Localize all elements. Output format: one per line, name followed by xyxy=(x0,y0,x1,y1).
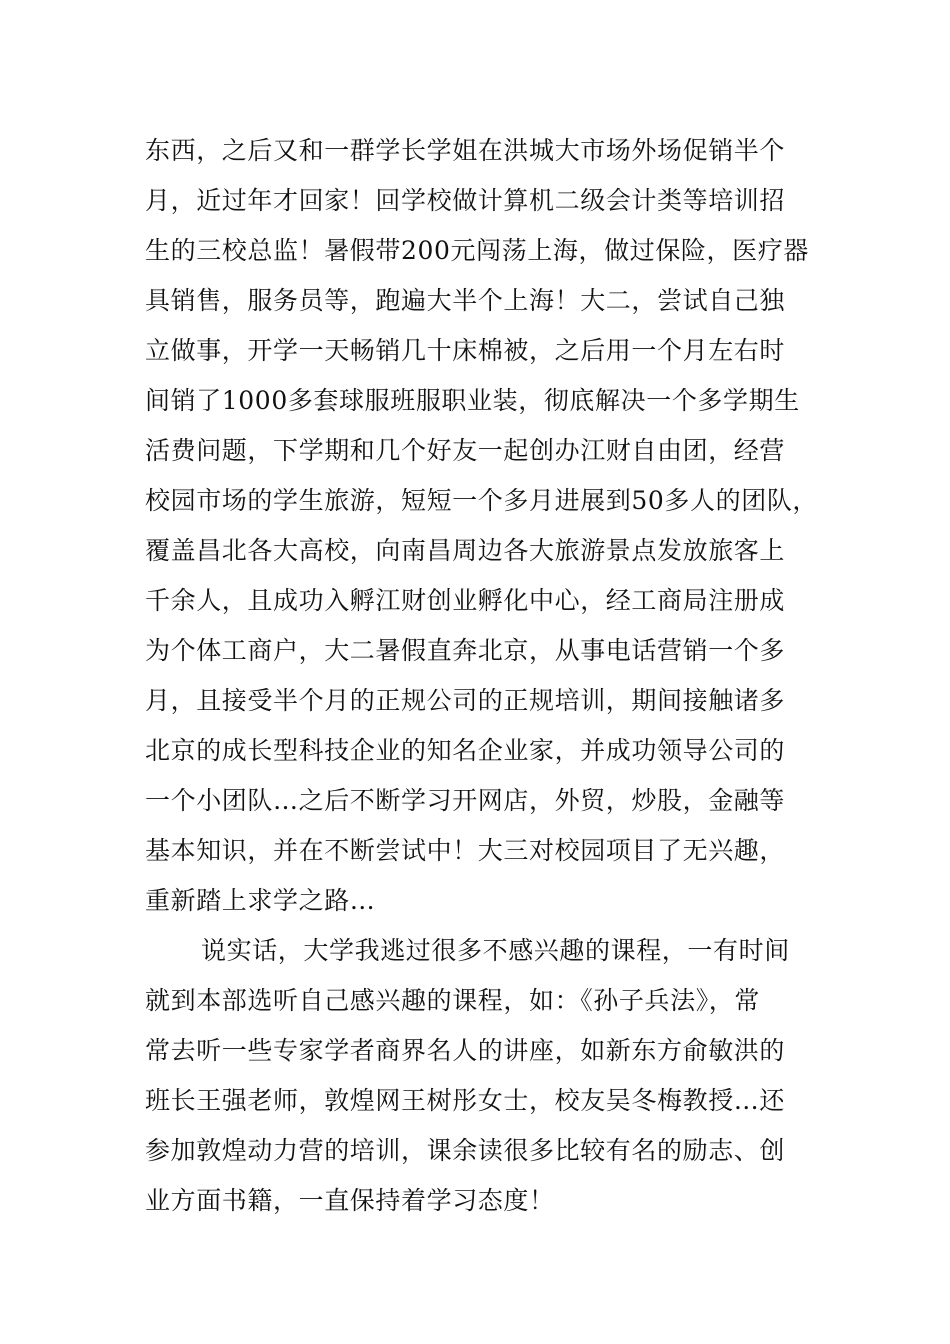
text-line: 立做事，开学一天畅销几十床棉被，之后用一个月左右时 xyxy=(145,336,786,365)
text-line: 校园市场的学生旅游，短短一个多月进展到50多人的团队， xyxy=(145,486,819,515)
text-line: 活费问题，下学期和几个好友一起创办江财自由团，经营 xyxy=(145,436,786,465)
document-body xyxy=(145,126,825,1226)
text-line: 班长王强老师，敦煌网王树彤女士，校友吴冬梅教授…还 xyxy=(145,1086,786,1115)
text-line: 间销了1000多套球服班服职业装，彻底解决一个多学期生 xyxy=(145,386,800,415)
paragraph-1 xyxy=(145,126,825,926)
text-line: 一个小团队…之后不断学习开网店，外贸，炒股，金融等 xyxy=(145,786,786,815)
text-line: 常去听一些专家学者商界名人的讲座，如新东方俞敏洪的 xyxy=(145,1036,786,1065)
text-line-indented: 说实话，大学我逃过很多不感兴趣的课程，一有时间 xyxy=(201,936,790,965)
text-line: 月，且接受半个月的正规公司的正规培训，期间接触诸多 xyxy=(145,686,786,715)
text-line: 业方面书籍，一直保持着学习态度！ xyxy=(145,1186,555,1215)
text-line: 生的三校总监！暑假带200元闯荡上海，做过保险，医疗器 xyxy=(145,236,809,265)
text-line: 就到本部选听自己感兴趣的课程，如：《孙子兵法》，常 xyxy=(145,986,761,1015)
text-line: 东西，之后又和一群学长学姐在洪城大市场外场促销半个 xyxy=(145,136,786,165)
paragraph-2 xyxy=(145,926,825,1226)
text-line: 基本知识，并在不断尝试中！大三对校园项目了无兴趣， xyxy=(145,836,786,865)
text-line: 为个体工商户，大二暑假直奔北京，从事电话营销一个多 xyxy=(145,636,786,665)
text-line: 北京的成长型科技企业的知名企业家，并成功领导公司的 xyxy=(145,736,786,765)
text-line: 参加敦煌动力营的培训，课余读很多比较有名的励志、创 xyxy=(145,1136,786,1165)
text-line: 重新踏上求学之路… xyxy=(145,886,376,915)
text-line: 覆盖昌北各大高校，向南昌周边各大旅游景点发放旅客上 xyxy=(145,536,786,565)
text-line: 具销售，服务员等，跑遍大半个上海！大二，尝试自己独 xyxy=(145,286,786,315)
text-line: 千余人，且成功入孵江财创业孵化中心，经工商局注册成 xyxy=(145,586,786,615)
text-line: 月，近过年才回家！回学校做计算机二级会计类等培训招 xyxy=(145,186,786,215)
